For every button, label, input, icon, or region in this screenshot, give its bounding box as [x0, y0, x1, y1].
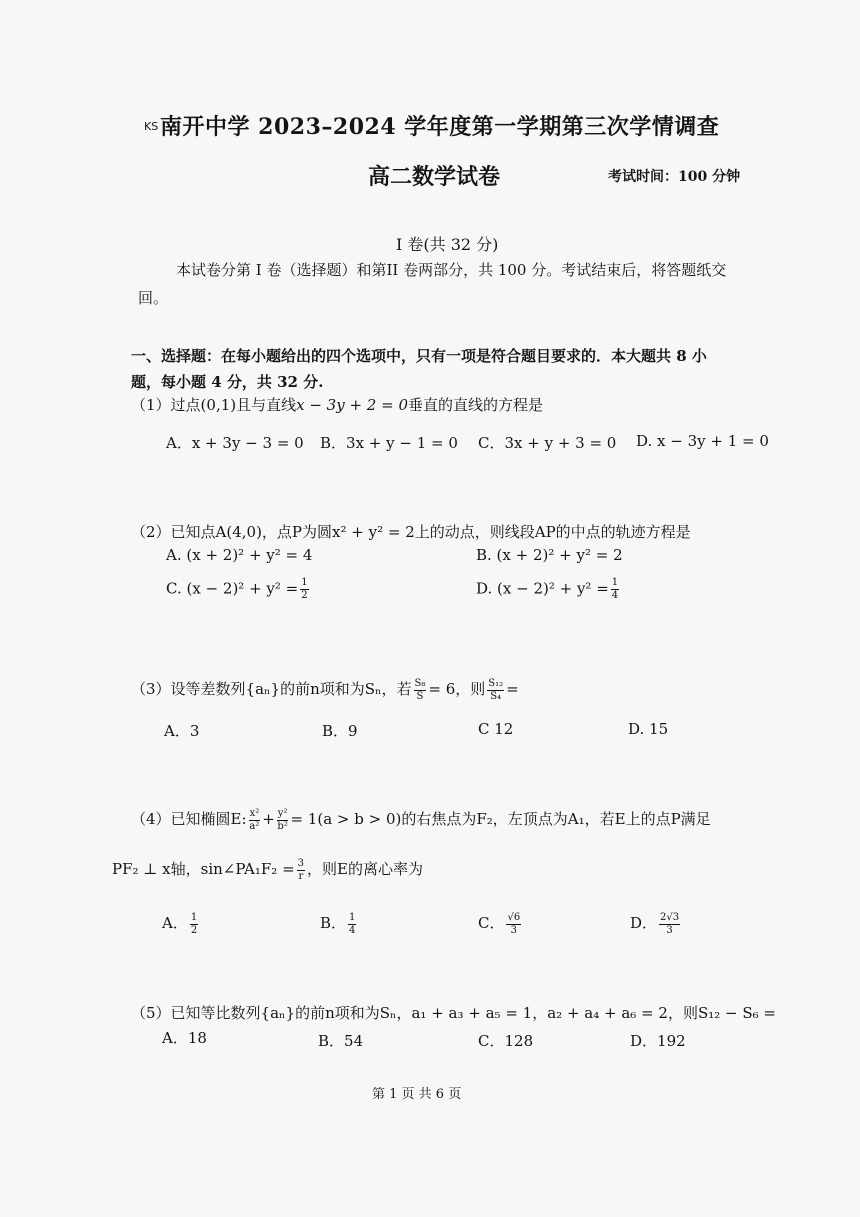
q4-option-c-fraction	[506, 913, 521, 936]
q4-option-b-label: B．	[320, 914, 347, 932]
q4-option-a-fraction	[190, 913, 198, 936]
q3-f1-num: S₈	[414, 677, 426, 689]
q4-plus: +	[262, 810, 275, 828]
q4-f1-num: x²	[249, 807, 260, 819]
q2-option-d-label: D. (x − 2)² + y² =	[476, 579, 609, 598]
q1-prefix: （1）过点(0,1)且与直线	[131, 396, 297, 414]
q4-b-num: 1	[349, 911, 356, 923]
question-5: （5）已知等比数列{aₙ}的前n项和为Sₙ，a₁ + a₃ + a₅ = 1，a₂ + a₄ + a₆ = 2，则S₁₂ − S₆ =	[131, 1004, 776, 1022]
q4-f2-num: y²	[277, 807, 288, 819]
q5-option-d: D．192	[630, 1032, 686, 1050]
question-1	[131, 394, 543, 415]
q3-text-b: = 6，则	[428, 680, 486, 698]
q2-option-c-label: C. (x − 2)² + y² =	[166, 579, 299, 598]
q4-option-d-label: D．	[630, 914, 658, 932]
question-3	[131, 678, 519, 702]
school-title: 南开中学 2023–2024 学年度第一学期第三次学情调查	[160, 114, 720, 140]
q3-text-a: （3）设等差数列{aₙ}的前n项和为Sₙ，若	[131, 680, 412, 698]
q4-option-b	[320, 912, 358, 936]
section-heading-line-2: 题，每小题 4 分，共 32 分.	[131, 373, 324, 391]
q1-option-b: B．3x + y − 1 = 0	[320, 434, 458, 452]
q4-c-num: √6	[507, 911, 521, 923]
q2-d-den: 4	[611, 590, 619, 601]
q3-option-c: C 12	[478, 720, 514, 738]
q4-a-num: 1	[190, 911, 198, 923]
q4-b-den: 4	[349, 924, 356, 936]
q1-option-d: D. x − 3y + 1 = 0	[636, 432, 769, 450]
q3-option-a: A．3	[164, 722, 200, 740]
q4-fraction-y	[277, 809, 289, 832]
q4-option-b-fraction	[348, 913, 356, 936]
q1-option-c: C．3x + y + 3 = 0	[478, 434, 617, 452]
q4-f3-den: r	[298, 870, 304, 882]
q4-f1-den: a²	[249, 820, 260, 832]
q4-a-den: 2	[190, 924, 198, 936]
q3-option-b: B．9	[322, 722, 358, 740]
q5-option-b: B．54	[318, 1032, 364, 1050]
q3-option-d: D. 15	[628, 720, 669, 738]
question-2: （2）已知点A(4,0)，点P为圆x² + y² = 2上的动点，则线段AP的中点的轨迹方程是	[131, 523, 691, 541]
q4-option-c-label: C．	[478, 914, 505, 932]
q1-option-a: A．x + 3y − 3 = 0	[166, 434, 304, 452]
q3-f2-num: S₁₂	[488, 677, 504, 689]
q2-option-c	[166, 578, 311, 601]
q2-option-a: A. (x + 2)² + y² = 4	[166, 546, 313, 564]
q4-d-num: 2√3	[660, 911, 680, 923]
q4-f3-num: 3	[297, 857, 305, 869]
q4-option-c	[478, 912, 523, 936]
q2-option-d	[476, 578, 621, 601]
q4-text-b: = 1(a > b > 0)的右焦点为F₂，左顶点为A₁，若E上的点P满足	[290, 810, 711, 828]
volume-title: I 卷(共 32 分)	[396, 235, 499, 254]
q4-c-den: 3	[510, 924, 518, 936]
q4-option-a-label: A．	[162, 914, 188, 932]
q4-line2-a: PF₂ ⊥ x轴，sin∠PA₁F₂ =	[112, 860, 295, 878]
q1-suffix: 垂直的直线的方程是	[408, 396, 544, 414]
page-footer: 第 1 页 共 6 页	[372, 1087, 462, 1102]
q2-option-d-fraction	[611, 578, 619, 601]
q3-text-c: =	[506, 680, 519, 698]
q4-line2-b: ，则E的离心率为	[307, 860, 423, 878]
q4-fraction-x	[249, 809, 261, 832]
q5-option-a: A．18	[162, 1029, 207, 1047]
q2-option-c-fraction	[300, 578, 308, 601]
exam-time: 考试时间：100 分钟	[608, 169, 741, 185]
q3-fraction-1	[414, 679, 427, 702]
q3-f2-den: S₄	[490, 690, 502, 702]
ks-mark: KS	[144, 120, 159, 133]
q4-d-den: 3	[666, 924, 673, 936]
question-4-line-1	[131, 808, 711, 832]
q4-fraction-sin	[297, 859, 305, 882]
q2-c-num: 1	[301, 577, 308, 588]
q5-option-c: C．128	[478, 1032, 534, 1050]
section-heading-line-1: 一、选择题：在每小题给出的四个选项中，只有一项是符合题目要求的．本大题共 8 小	[131, 347, 707, 365]
q3-f1-den: S	[416, 690, 424, 702]
q3-fraction-2	[487, 679, 504, 702]
exam-title: 高二数学试卷	[368, 164, 501, 190]
intro-line-2: 回。	[138, 289, 169, 307]
q4-option-a	[162, 912, 200, 936]
q4-text-a: （4）已知椭圆E:	[131, 810, 247, 828]
q4-option-d-fraction	[659, 913, 680, 936]
q2-option-b: B. (x + 2)² + y² = 2	[476, 546, 623, 564]
q4-f2-den: b²	[277, 820, 288, 832]
intro-line-1: 本试卷分第 I 卷（选择题）和第II 卷两部分，共 100 分。考试结束后，将答题纸交	[176, 261, 727, 279]
q4-option-d	[630, 912, 682, 936]
q2-c-den: 2	[301, 590, 308, 601]
question-4-line-2	[112, 858, 423, 882]
q2-d-num: 1	[611, 577, 619, 588]
q1-line-equation: x − 3y + 2 = 0	[296, 396, 408, 414]
